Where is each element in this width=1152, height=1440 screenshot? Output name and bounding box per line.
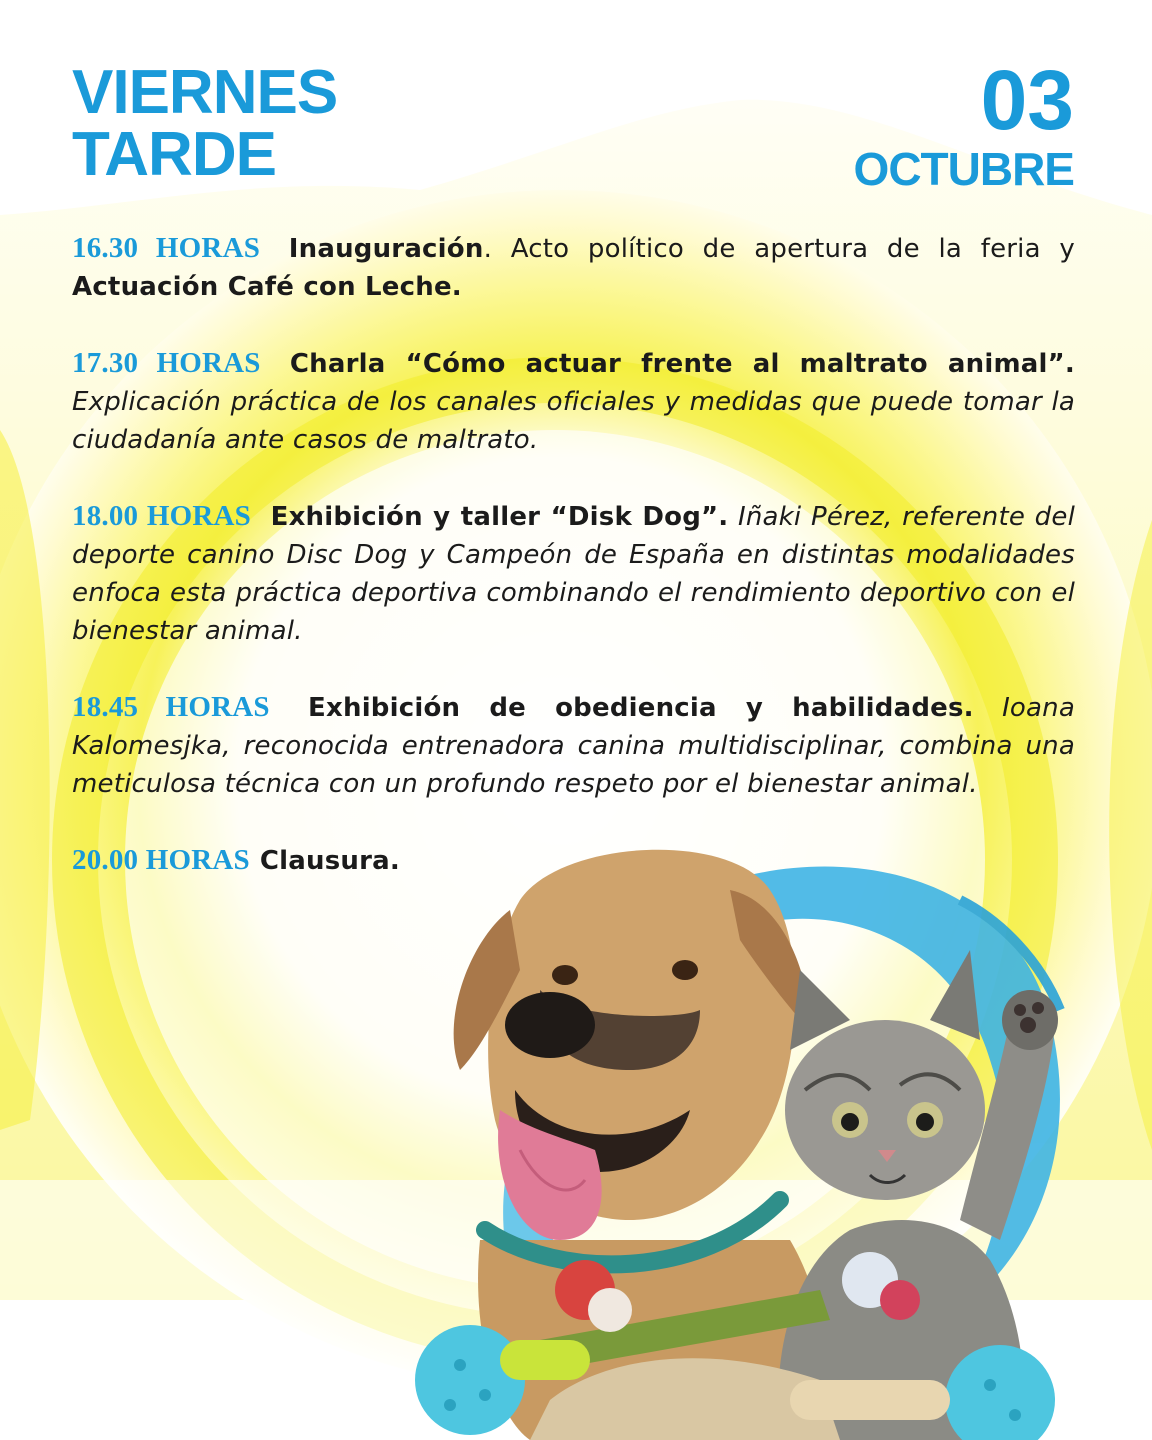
date-number: 03 bbox=[980, 53, 1074, 147]
entry-time: 18.45 HORAS bbox=[72, 691, 270, 723]
day-title-line2: TARDE bbox=[72, 120, 276, 189]
entry-title: Charla “Cómo actuar frente al maltrato animal”. bbox=[289, 349, 1075, 379]
schedule-entry bbox=[72, 497, 1075, 650]
schedule-entry bbox=[72, 841, 1075, 880]
entry-description: Ioana Kalomesjka, reconocida entrenadora canina multidisciplinar, combina una meticulosa técnica con un profundo respeto por el bienestar animal. bbox=[72, 693, 1075, 799]
schedule-entry bbox=[72, 688, 1075, 803]
entry-time: 16.30 HORAS bbox=[72, 232, 261, 264]
entry-text: . Acto político de apertura de la feria y bbox=[483, 234, 1075, 264]
entry-title: Inauguración bbox=[288, 234, 484, 264]
day-title-line1: VIERNES bbox=[72, 58, 338, 127]
entry-title: Exhibición de obediencia y habilidades. bbox=[308, 693, 974, 723]
date-month: OCTUBRE bbox=[853, 143, 1074, 195]
entry-time: 18.00 HORAS bbox=[72, 500, 251, 532]
entry-title: Clausura. bbox=[259, 846, 400, 876]
schedule-entry bbox=[72, 229, 1075, 306]
day-title bbox=[72, 58, 338, 189]
schedule-entry bbox=[72, 344, 1075, 459]
entry-time: 17.30 HORAS bbox=[72, 347, 261, 379]
schedule bbox=[72, 229, 1075, 918]
entry-time: 20.00 HORAS bbox=[72, 844, 250, 876]
header bbox=[0, 0, 1152, 210]
entry-description: Iñaki Pérez, referente del deporte canino Disc Dog y Campeón de España en distintas modalidades enfoca esta práctica deportiva combinando el rendimiento deportivo con el bienestar animal. bbox=[72, 502, 1075, 646]
entry-description: Explicación práctica de los canales oficiales y medidas que puede tomar la ciudadanía ante casos de maltrato. bbox=[72, 387, 1075, 455]
entry-title-secondary: Actuación Café con Leche. bbox=[72, 272, 462, 302]
entry-title: Exhibición y taller “Disk Dog”. bbox=[270, 502, 729, 532]
